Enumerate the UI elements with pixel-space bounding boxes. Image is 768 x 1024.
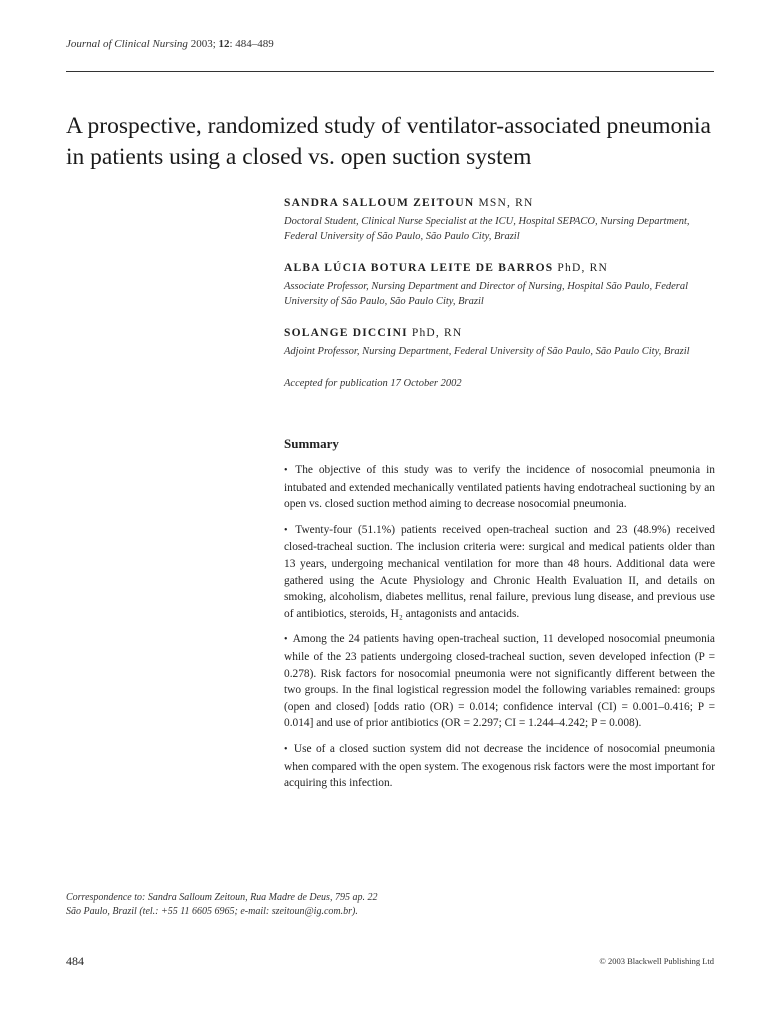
page-number: 484 (66, 954, 84, 968)
author-credentials: MSN, RN (478, 197, 534, 209)
author-name-line (284, 326, 724, 341)
summary-text: Among the 24 patients having open-tracheal suction, 11 developed nosocomial pneumonia while of the 23 patients undergoing closed-tracheal suction, seven developed infection (P = 0.278). Risk factors for nosocomial pneumonia were not significantly different between the two groups. In the final logistical regression model the following variables remained: groups (open and closed) [odds ratio (OR) = 0.014; confidence interval (CI) = 0.001–0.416; P = 0.014] and use of prior antibiotics (OR = 2.297; CI = 1.244–4.242; P = 0.008). (284, 633, 715, 730)
journal-year: 2003; (190, 38, 216, 50)
summary-paragraph (284, 462, 715, 513)
author-name: ALBA LÚCIA BOTURA LEITE DE BARROS (284, 262, 554, 274)
author-name-line (284, 196, 724, 211)
author-credentials: PhD, RN (411, 327, 463, 339)
bullet-icon: • (284, 524, 288, 536)
author-name: SOLANGE DICCINI (284, 327, 408, 339)
author-affiliation: Doctoral Student, Clinical Nurse Specialist at the ICU, Hospital SEPACO, Nursing Department, Federal University of São Paulo, São Paulo City, Brazil (284, 216, 690, 242)
journal-citation (66, 38, 274, 50)
summary-text: Twenty-four (51.1%) patients received open-tracheal suction and 23 (48.9%) received closed-tracheal suction. The inclusion criteria were: surgical and medical patients older than 13 years, undergoing mechanical ventilation for more than 48 hours. Additional data were gathered using the Acute Physiology and Chronic Health Evaluation II, and details on smoking, alcoholism, diabetes mellitus, renal failure, previous lung disease, and previous use of antibiotics, steroids, H₂ antagonists and antacids. (284, 523, 715, 620)
journal-pages: : 484–489 (229, 38, 274, 50)
author-block (284, 196, 724, 244)
article-title: A prospective, randomized study of ventilator-associated pneumonia in patients using a closed vs. open suction system (66, 113, 711, 170)
journal-volume: 12 (218, 38, 230, 50)
summary-heading: Summary (284, 436, 339, 451)
author-affiliation: Associate Professor, Nursing Department and Director of Nursing, Hospital São Paulo, Federal University of São Paulo, São Paulo City, Brazil (284, 281, 689, 307)
summary-paragraph (284, 522, 715, 623)
author-block (284, 326, 724, 359)
summary-paragraph (284, 741, 715, 792)
correspondence-note: Correspondence to: Sandra Salloum Zeitoun, Rua Madre de Deus, 795 ap. 22 São Paulo, Brazil (tel.: +55 11 6605 6965; e-mail: szeitoun@ig.com.br). (66, 892, 378, 917)
summary-section (284, 436, 715, 801)
journal-name: Journal of Clinical Nursing (66, 38, 188, 50)
summary-text: Use of a closed suction system did not decrease the incidence of nosocomial pneumonia when compared with the open system. The exogenous risk factors were the most important for acquiring this infection. (284, 742, 715, 790)
copyright-notice: © 2003 Blackwell Publishing Ltd (599, 956, 714, 966)
summary-text: The objective of this study was to verify the incidence of nosocomial pneumonia in intubated and extended mechanically ventilated patients having endotracheal suctioning by an open vs. closed suction method aiming to decrease nosocomial pneumonia. (284, 464, 715, 511)
bullet-icon: • (284, 465, 288, 476)
author-name: SANDRA SALLOUM ZEITOUN (284, 197, 475, 209)
author-credentials: PhD, RN (557, 262, 608, 274)
summary-paragraph (284, 631, 715, 732)
author-name-line (284, 261, 724, 276)
author-affiliation: Adjoint Professor, Nursing Department, Federal University of São Paulo, São Paulo City, Brazil (284, 346, 690, 357)
author-block (284, 261, 724, 309)
header-rule (66, 71, 714, 72)
bullet-icon: • (284, 634, 288, 646)
accepted-date: Accepted for publication 17 October 2002 (284, 378, 462, 389)
author-list (284, 196, 724, 376)
bullet-icon: • (284, 743, 288, 755)
